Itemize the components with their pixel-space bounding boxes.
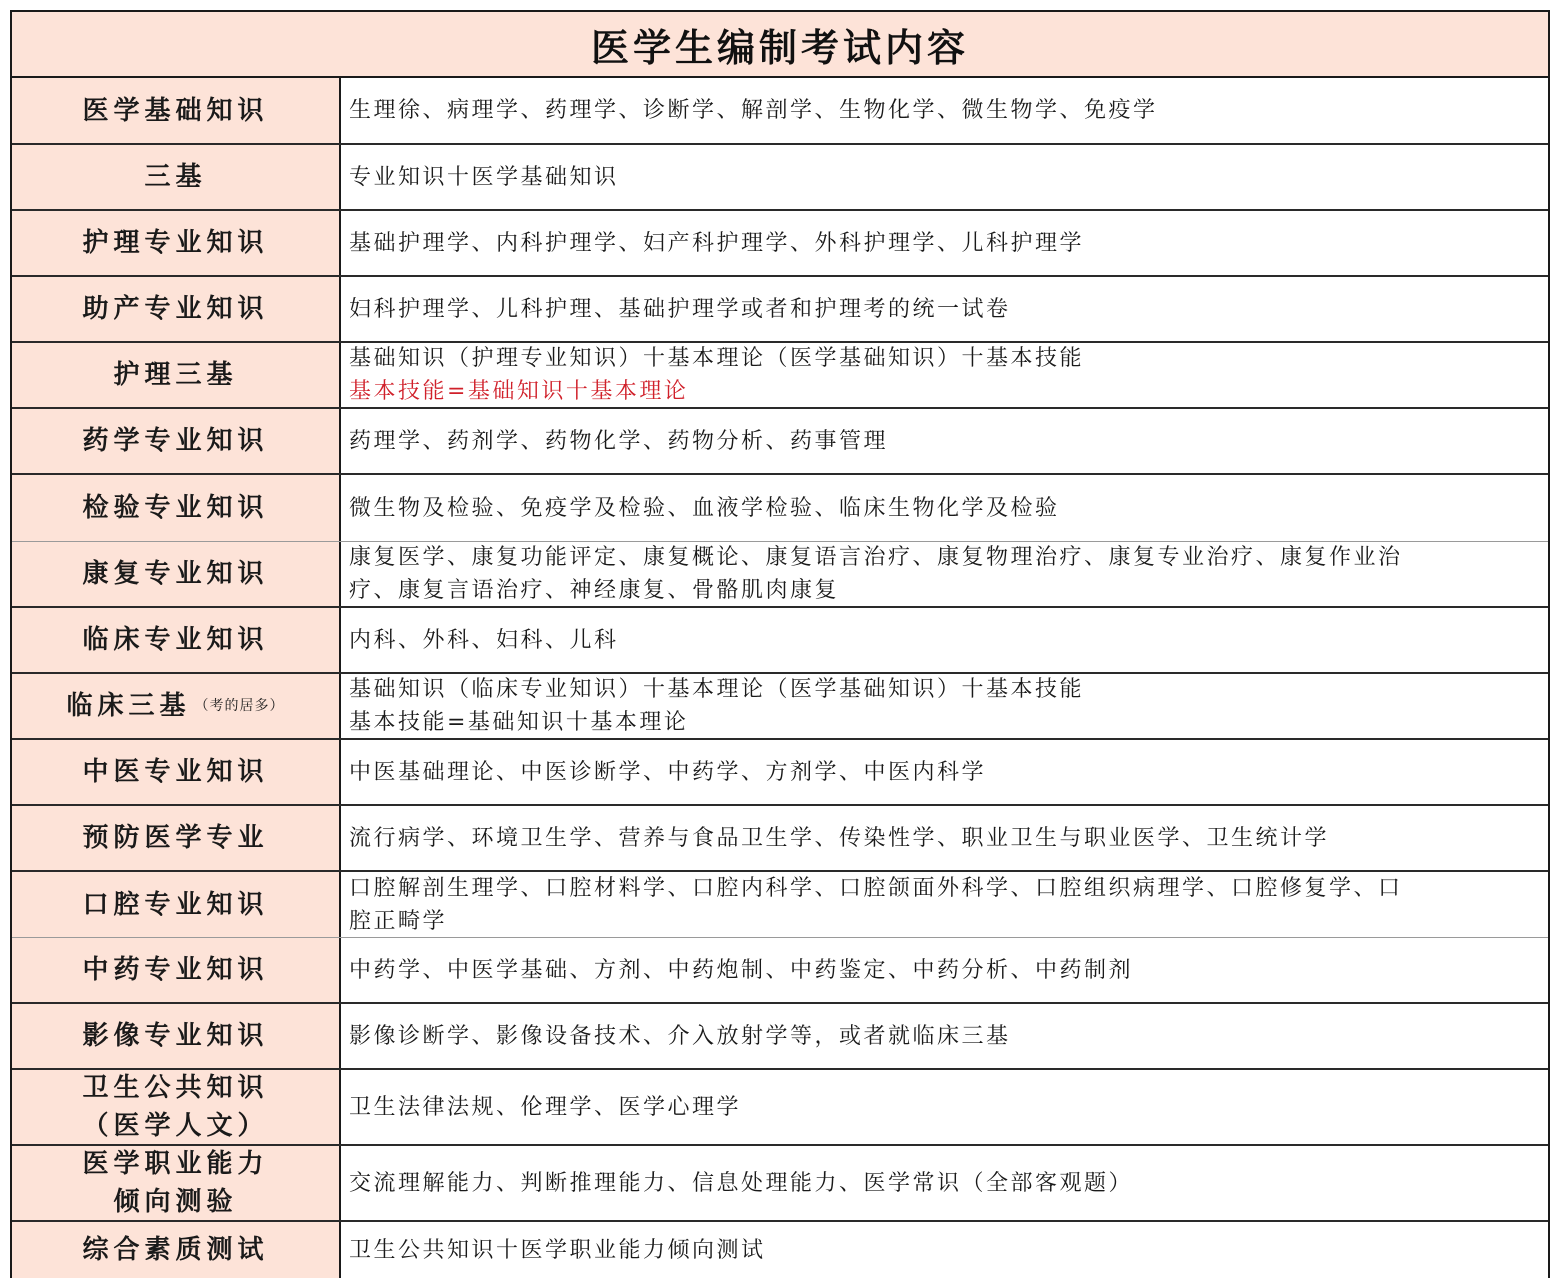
row-label xyxy=(12,1146,341,1220)
row-content-text: 微生物及检验、免疫学及检验、血液学检验、临床生物化学及检验 xyxy=(349,495,1060,521)
row-label xyxy=(12,608,341,672)
table-row xyxy=(12,1070,1548,1146)
row-content-text: 基本技能=基础知识十基本理论 xyxy=(349,710,689,735)
table-row xyxy=(12,145,1548,211)
exam-content-table xyxy=(10,10,1550,1278)
row-label-text: 助产专业知识 xyxy=(82,294,269,324)
row-label xyxy=(12,78,341,143)
row-content xyxy=(341,608,1548,672)
row-label-subtext: （医学人文） xyxy=(82,1111,269,1141)
row-label xyxy=(12,409,341,473)
row-content xyxy=(341,1146,1548,1220)
row-content-text: 口腔解剖生理学、口腔材料学、口腔内科学、口腔颌面外科学、口腔组织病理学、口腔修复学、口 xyxy=(349,875,1403,901)
row-label-text: 康复专业知识 xyxy=(82,559,269,589)
row-label-text: 中医专业知识 xyxy=(82,757,269,787)
row-content xyxy=(341,145,1548,209)
table-row xyxy=(12,938,1548,1004)
table-row xyxy=(12,608,1548,674)
table-row xyxy=(12,1222,1548,1278)
table-title-row xyxy=(12,12,1548,78)
row-label xyxy=(12,1222,341,1278)
row-content-text: 腔正畸学 xyxy=(349,908,448,934)
row-label xyxy=(12,343,341,407)
row-label-text: 临床专业知识 xyxy=(82,625,269,655)
row-label-note: （考的居多） xyxy=(194,698,285,714)
row-content xyxy=(341,211,1548,275)
row-label-text: 药学专业知识 xyxy=(82,426,269,456)
table-row xyxy=(12,409,1548,475)
row-content-text: 基础护理学、内科护理学、妇产科护理学、外科护理学、儿科护理学 xyxy=(349,230,1085,256)
row-content xyxy=(341,1222,1548,1278)
row-content-text: 疗、康复言语治疗、神经康复、骨骼肌肉康复 xyxy=(349,578,840,603)
row-label xyxy=(12,211,341,275)
row-label-text: 检验专业知识 xyxy=(82,493,269,523)
row-content xyxy=(341,409,1548,473)
table-row xyxy=(12,78,1548,145)
row-label xyxy=(12,674,341,738)
row-label-text: 影像专业知识 xyxy=(82,1021,269,1051)
row-content-text: 妇科护理学、儿科护理、基础护理学或者和护理考的统一试卷 xyxy=(349,296,1011,322)
row-content-text: 专业知识十医学基础知识 xyxy=(349,164,619,190)
row-content xyxy=(341,1004,1548,1068)
row-content xyxy=(341,740,1548,804)
highlight-formula: 基本技能=基础知识十基本理论 xyxy=(349,379,689,404)
row-content-text: 卫生法律法规、伦理学、医学心理学 xyxy=(349,1094,742,1120)
row-content-text: 交流理解能力、判断推理能力、信息处理能力、医学常识（全部客观题） xyxy=(349,1170,1134,1196)
table-row xyxy=(12,277,1548,343)
row-content xyxy=(341,78,1548,143)
row-label-text: 三基 xyxy=(144,162,207,192)
table-row xyxy=(12,1004,1548,1070)
row-label xyxy=(12,740,341,804)
row-content xyxy=(341,938,1548,1002)
row-label xyxy=(12,1004,341,1068)
row-content-text: 影像诊断学、影像设备技术、介入放射学等，或者就临床三基 xyxy=(349,1023,1011,1049)
row-content xyxy=(341,277,1548,341)
row-content-text: 药理学、药剂学、药物化学、药物分析、药事管理 xyxy=(349,428,889,454)
row-label xyxy=(12,806,341,870)
row-label xyxy=(12,277,341,341)
table-row xyxy=(12,1146,1548,1222)
row-label xyxy=(12,872,341,937)
row-label-text: 临床三基 xyxy=(66,691,191,721)
row-content-text: 中医基础理论、中医诊断学、中药学、方剂学、中医内科学 xyxy=(349,759,987,785)
row-content-text: 基础知识（护理专业知识）十基本理论（医学基础知识）十基本技能 xyxy=(349,346,1085,371)
row-content xyxy=(341,674,1548,738)
row-content xyxy=(341,542,1548,606)
row-label xyxy=(12,1070,341,1144)
row-content xyxy=(341,872,1548,937)
table-row xyxy=(12,674,1548,740)
row-content-text: 中药学、中医学基础、方剂、中药炮制、中药鉴定、中药分析、中药制剂 xyxy=(349,957,1134,983)
table-row xyxy=(12,211,1548,277)
row-label xyxy=(12,475,341,541)
row-content-text: 卫生公共知识十医学职业能力倾向测试 xyxy=(349,1237,766,1263)
row-label-text: 口腔专业知识 xyxy=(82,889,269,920)
page-title: 医学生编制考试内容 xyxy=(590,24,969,70)
row-content xyxy=(341,475,1548,541)
row-label-text: 护理三基 xyxy=(113,360,238,390)
row-label-text: 护理专业知识 xyxy=(82,228,269,258)
row-content xyxy=(341,1070,1548,1144)
row-label-text: 预防医学专业 xyxy=(82,823,269,853)
row-content xyxy=(341,806,1548,870)
table-row xyxy=(12,740,1548,806)
row-label-text: 中药专业知识 xyxy=(82,955,269,985)
row-content-text: 基础知识（临床专业知识）十基本理论（医学基础知识）十基本技能 xyxy=(349,677,1085,702)
row-content-text: 生理徐、病理学、药理学、诊断学、解剖学、生物化学、微生物学、免疫学 xyxy=(349,98,1158,123)
row-label xyxy=(12,542,341,606)
row-content xyxy=(341,343,1548,407)
row-label xyxy=(12,938,341,1002)
table-row xyxy=(12,806,1548,872)
table-row xyxy=(12,343,1548,409)
table-row xyxy=(12,475,1548,542)
row-label xyxy=(12,145,341,209)
row-label-text: 医学职业能力 xyxy=(82,1149,269,1179)
row-label-text: 综合素质测试 xyxy=(82,1235,269,1265)
row-label-text: 医学基础知识 xyxy=(82,95,269,126)
row-content-text: 流行病学、环境卫生学、营养与食品卫生学、传染性学、职业卫生与职业医学、卫生统计学 xyxy=(349,825,1330,851)
table-row xyxy=(12,542,1548,608)
table-row xyxy=(12,872,1548,938)
row-content-text: 内科、外科、妇科、儿科 xyxy=(349,627,619,653)
row-label-stack xyxy=(82,1145,268,1221)
row-label-stack xyxy=(82,1069,268,1145)
row-label-text: 卫生公共知识 xyxy=(82,1073,269,1103)
row-content-text: 康复医学、康复功能评定、康复概论、康复语言治疗、康复物理治疗、康复专业治疗、康复作业治 xyxy=(349,545,1403,570)
row-label-subtext: 倾向测验 xyxy=(113,1187,238,1217)
